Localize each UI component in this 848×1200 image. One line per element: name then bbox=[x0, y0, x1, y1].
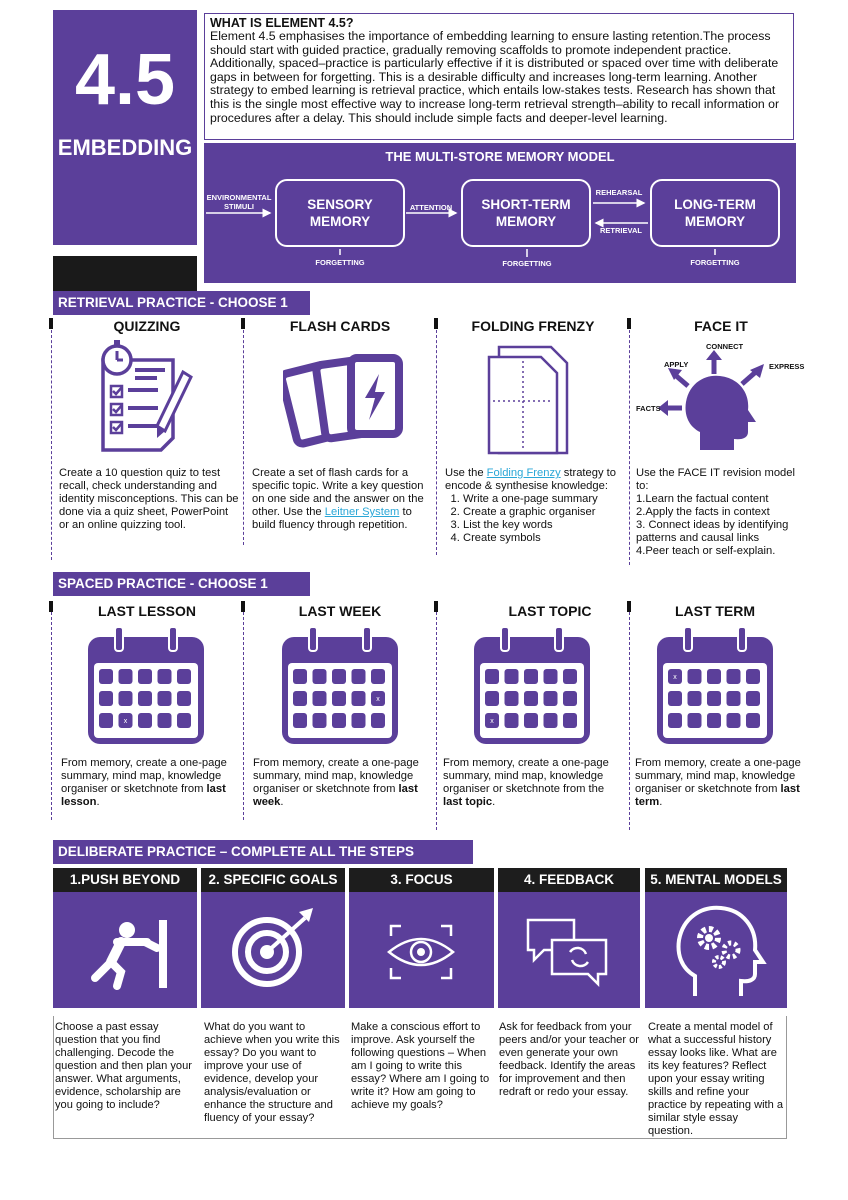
last-week-title: LAST WEEK bbox=[298, 603, 382, 619]
apply-label: APPLY bbox=[664, 360, 689, 369]
column-divider bbox=[51, 612, 52, 820]
step-1-title: 1.PUSH BEYOND bbox=[53, 868, 197, 892]
step-5-title: 5. MENTAL MODELS bbox=[645, 868, 787, 892]
step-3-title: 3. FOCUS bbox=[349, 868, 494, 892]
forgetting-label-sensory: FORGETTING bbox=[315, 258, 365, 267]
leitner-system-link[interactable]: Leitner System bbox=[324, 506, 400, 518]
last-topic-title: LAST TOPIC bbox=[508, 603, 592, 619]
spaced-text-prefix: From memory, create a one-page summary, mind map, knowledge organiser or sketchnote from the bbox=[443, 757, 609, 795]
head-arrows-icon bbox=[630, 340, 810, 460]
stimuli-label: ENVIRONMENTAL STIMULI bbox=[206, 193, 272, 211]
focus-eye-icon bbox=[349, 892, 494, 1008]
quiz-checklist-icon bbox=[95, 338, 195, 456]
spaced-text-period: . bbox=[659, 796, 663, 808]
step-4-text: Ask for feedback from your peers and/or your teacher or even generate your own feedback. Identify the areas for improvement and then redraft or redo your essay. bbox=[499, 1021, 639, 1098]
connect-label: CONNECT bbox=[706, 342, 744, 351]
flash-cards-icon bbox=[283, 350, 408, 450]
forgetting-label-short-term: FORGETTING bbox=[502, 259, 552, 268]
spaced-text-bold: last lesson bbox=[61, 783, 226, 808]
forgetting-label-long-term: FORGETTING bbox=[690, 258, 740, 267]
spaced-text-prefix: From memory, create a one-page summary, mind map, knowledge organiser or sketchnote from bbox=[253, 757, 419, 795]
facts-label: FACTS bbox=[636, 404, 661, 413]
spaced-text-period: . bbox=[492, 796, 496, 808]
intro-title: WHAT IS ELEMENT 4.5? bbox=[210, 16, 354, 30]
calendar-mark: x bbox=[673, 674, 677, 681]
flash-cards-text-before: Create a set of flash cards for a specific topic. Write a key question on one side and the answer on the other. Use the bbox=[252, 467, 424, 518]
spaced-text-bold: last term bbox=[635, 783, 800, 808]
folding-frenzy-text-after: strategy to encode & synthesise knowledge: bbox=[445, 467, 617, 492]
element-badge bbox=[53, 10, 197, 283]
folding-frenzy-text-before: Use the bbox=[445, 467, 487, 479]
element-badge-panel bbox=[53, 10, 197, 245]
flash-cards-title: FLASH CARDS bbox=[289, 318, 391, 334]
flash-cards-text bbox=[252, 467, 432, 532]
target-icon bbox=[201, 892, 345, 1008]
calendar-mark: x bbox=[123, 718, 128, 725]
quizzing-text: Create a 10 question quiz to test recall, check understanding and identity misconceptions. This can be done via a quiz sheet, PowerPoint or an online quizzing tool. bbox=[59, 467, 239, 531]
retrieval-label: RETRIEVAL bbox=[600, 226, 642, 235]
spaced-text-bold: last topic bbox=[443, 796, 493, 808]
short-term-memory-node: SHORT-TERM MEMORY bbox=[461, 179, 591, 247]
step-2-card bbox=[201, 892, 345, 1008]
retrieval-heading: RETRIEVAL PRACTICE - CHOOSE 1 bbox=[53, 291, 310, 315]
last-lesson-text bbox=[61, 757, 239, 809]
folding-frenzy-title: FOLDING FRENZY bbox=[471, 318, 595, 334]
deliberate-heading: DELIBERATE PRACTICE – COMPLETE ALL THE STEPS bbox=[53, 840, 473, 864]
spaced-text-prefix: From memory, create a one-page summary, mind map, knowledge organiser or sketchnote from bbox=[61, 757, 227, 795]
element-number: 4.5 bbox=[74, 40, 176, 120]
column-divider bbox=[436, 612, 437, 830]
long-term-memory-node: LONG-TERM MEMORY bbox=[650, 179, 780, 247]
folded-paper-icon bbox=[485, 345, 575, 457]
list-item: 4. Create symbols bbox=[463, 532, 630, 545]
express-label: EXPRESS bbox=[769, 362, 805, 371]
folding-frenzy-text bbox=[445, 467, 630, 545]
step-5-text: Create a mental model of what a successful history essay looks like. What are its key features? Reflect upon your essay writing skills and refine your practice by repeating with a similar style essay question. bbox=[648, 1021, 784, 1137]
last-term-title: LAST TERM bbox=[674, 603, 756, 619]
column-divider bbox=[243, 612, 244, 820]
folding-frenzy-list bbox=[445, 493, 630, 545]
last-lesson-title: LAST LESSON bbox=[97, 603, 196, 619]
calendar-icon bbox=[654, 625, 776, 747]
last-term-text bbox=[635, 757, 810, 809]
sensory-memory-node: SENSORY MEMORY bbox=[275, 179, 405, 247]
step-3-card bbox=[349, 892, 494, 1008]
column-divider bbox=[629, 612, 630, 830]
element-name: EMBEDDING bbox=[57, 135, 193, 160]
folding-frenzy-link[interactable]: Folding Frenzy bbox=[486, 467, 561, 479]
quizzing-title: QUIZZING bbox=[113, 318, 181, 334]
push-icon bbox=[53, 892, 197, 1008]
memory-model-panel bbox=[204, 143, 796, 283]
spaced-text-period: . bbox=[280, 796, 284, 808]
intro-body: Element 4.5 emphasises the importance of embedding learning to ensure lasting retention.The process should start with guided practice, gradually removing scaffolds to promote independent practice. Additionally, spaced–practice is particularly effective if it is distributed or spaced over time with deliberate gaps in between for forgetting. This is a desirable difficulty and increases long-term learning. Another strategy to embed learning is retrieval practice, which entails low-stakes tests. Research has shown that this is the single most effective way to increase long-term retrieval strength–ability to recall information or procedures after a delay. This should include simple facts and deeper-level learning. bbox=[210, 29, 780, 125]
calendar-mark: x bbox=[376, 696, 380, 703]
face-it-line: 1.Learn the factual content bbox=[636, 493, 769, 505]
list-item: 1. Write a one-page summary bbox=[463, 493, 630, 506]
spaced-text-period: . bbox=[96, 796, 100, 808]
step-5-card bbox=[645, 892, 787, 1008]
column-divider bbox=[243, 330, 244, 545]
chat-bubbles-icon bbox=[498, 892, 640, 1008]
step-4-title: 4. FEEDBACK bbox=[498, 868, 640, 892]
face-it-title: FACE IT bbox=[694, 318, 748, 334]
column-divider bbox=[51, 330, 52, 560]
gear-head-icon bbox=[645, 892, 787, 1008]
flash-cards-text-after: to build fluency through repetition. bbox=[252, 506, 412, 531]
spaced-heading: SPACED PRACTICE - CHOOSE 1 bbox=[53, 572, 310, 596]
last-week-text bbox=[253, 757, 433, 809]
face-it-intro: Use the FACE IT revision model to: bbox=[636, 467, 795, 492]
spaced-text-prefix: From memory, create a one-page summary, mind map, knowledge organiser or sketchnote from bbox=[635, 757, 801, 795]
step-1-text: Choose a past essay question that you find challenging. Decode the question and then plan your answer. What arguments, evidence, scholarship are you going to include? bbox=[55, 1021, 192, 1111]
list-item: 3. List the key words bbox=[463, 519, 630, 532]
element-badge-footer bbox=[53, 256, 197, 294]
calendar-icon bbox=[85, 625, 207, 747]
step-3-text: Make a conscious effort to improve. Ask yourself the following questions – When am I going to write this essay? Where am I going to write it? How am going to achieve my goals? bbox=[351, 1021, 490, 1111]
spaced-text-bold: last week bbox=[253, 783, 418, 808]
list-item: 2. Create a graphic organiser bbox=[463, 506, 630, 519]
face-it-line: 4.Peer teach or self-explain. bbox=[636, 545, 776, 557]
column-divider bbox=[436, 330, 437, 555]
step-1-card bbox=[53, 892, 197, 1008]
face-it-line: 2.Apply the facts in context bbox=[636, 506, 770, 518]
rehearsal-label: REHEARSAL bbox=[595, 188, 643, 197]
calendar-icon bbox=[279, 625, 401, 747]
calendar-icon bbox=[471, 625, 593, 747]
last-topic-text bbox=[443, 757, 623, 809]
memory-model-title: THE MULTI-STORE MEMORY MODEL bbox=[385, 149, 615, 164]
face-it-line: 3. Connect ideas by identifying patterns and causal links bbox=[636, 519, 789, 544]
calendar-mark: x bbox=[490, 718, 494, 725]
attention-label: ATTENTION bbox=[409, 203, 453, 212]
face-it-text bbox=[636, 467, 796, 558]
step-2-title: 2. SPECIFIC GOALS bbox=[201, 868, 345, 892]
intro-box bbox=[204, 13, 794, 140]
step-2-text: What do you want to achieve when you write this essay? Do you want to improve your use of evidence, develop your analysis/evaluation or enhance the structure and fluency of your essay? bbox=[204, 1021, 340, 1124]
step-4-card bbox=[498, 892, 640, 1008]
